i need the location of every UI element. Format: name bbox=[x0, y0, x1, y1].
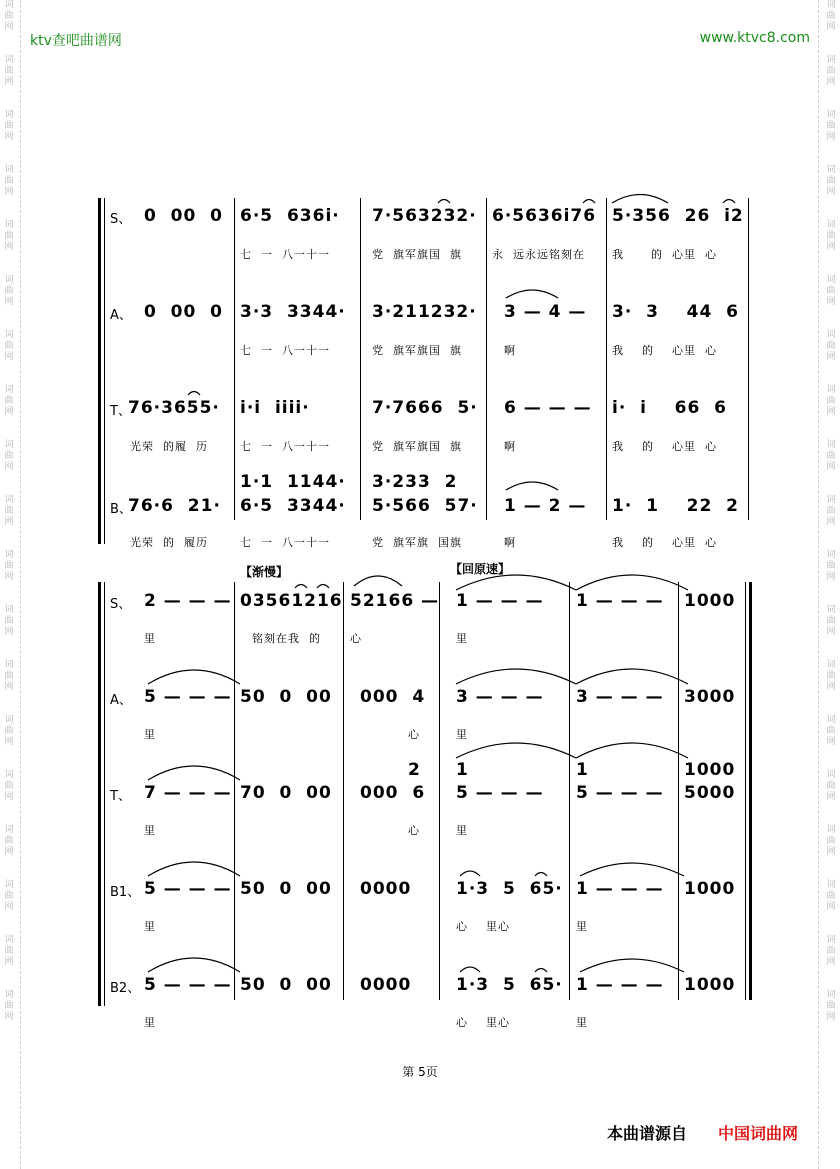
slur bbox=[148, 670, 240, 684]
slur bbox=[612, 195, 668, 204]
notes-alto-m8: 000 4 bbox=[360, 687, 426, 707]
lyrics-alto-m9: 里 bbox=[456, 728, 468, 741]
lyrics-bass-m2: 七 一 八一十一 bbox=[240, 536, 330, 549]
footer-source-site[interactable]: 中国词曲网 bbox=[718, 1124, 799, 1143]
slur bbox=[354, 576, 402, 586]
notes-tenor-m8: 000 6 bbox=[360, 783, 426, 803]
notes-alto-m7: 50 0 00 bbox=[240, 687, 332, 707]
notes-soprano-m6: 2 — — — bbox=[144, 591, 232, 611]
slur bbox=[576, 669, 688, 684]
notes-bass-m2: 6·5 3344· bbox=[240, 496, 346, 516]
part-label-tenor: T、 bbox=[110, 404, 131, 419]
notes-bass-upper-m2: 1·1 1144· bbox=[240, 472, 346, 492]
side-watermark-right: 词 曲 网 词 曲 网 词 曲 网 词 曲 网 词 曲 网 词 曲 网 词 曲 网 词 曲 网 词 曲 网 词 曲 网 词 曲 网 词 曲 网 词 曲 网 词 曲 网 词 曲 网 词 曲 网 词 曲 网 词 曲 网 词 曲 网 bbox=[826, 0, 836, 1022]
notes-soprano-m10: 1 — — — bbox=[576, 591, 664, 611]
part-label-tenor: T、 bbox=[110, 789, 131, 804]
lyrics-alto-m2: 七 一 八一十一 bbox=[240, 344, 330, 357]
notes-bass2-m8: 0000 bbox=[360, 975, 412, 995]
slur bbox=[456, 743, 576, 758]
lyrics-soprano-m4: 永 远永远铭刻在 bbox=[492, 248, 585, 261]
lyrics-soprano-m7: 铭刻在我 的 bbox=[252, 632, 321, 645]
notes-tenor-upper-m10: 1 bbox=[576, 760, 589, 780]
slur bbox=[576, 743, 688, 758]
part-label-bass2: B2、 bbox=[110, 981, 141, 996]
lyrics-alto-m6: 里 bbox=[144, 728, 156, 741]
lyrics-tenor-m1: 光荣 的履 历 bbox=[130, 440, 208, 453]
slur bbox=[723, 200, 735, 204]
slur bbox=[460, 967, 480, 972]
notes-soprano-m3: 7·563232· bbox=[372, 206, 477, 226]
part-label-soprano: S、 bbox=[110, 212, 132, 227]
slur bbox=[583, 200, 595, 204]
lyrics-bass-m3: 党 旗军旗 国旗 bbox=[372, 536, 462, 549]
slur bbox=[506, 482, 558, 490]
part-label-bass: B、 bbox=[110, 502, 132, 517]
notes-tenor-m7: 70 0 00 bbox=[240, 783, 332, 803]
lyrics-bass1-m9: 心 里心 bbox=[456, 920, 510, 933]
slur bbox=[438, 200, 450, 204]
lyrics-bass2-m10: 里 bbox=[576, 1016, 588, 1029]
notes-tenor-upper-m9: 1 bbox=[456, 760, 469, 780]
lyrics-bass1-m6: 里 bbox=[144, 920, 156, 933]
lyrics-bass-m5: 我 的 心里 心 bbox=[612, 536, 717, 549]
notes-soprano-m9: 1 — — — bbox=[456, 591, 544, 611]
notes-tenor-m2: i·i iiii· bbox=[240, 398, 310, 418]
lyrics-tenor-m8: 心 bbox=[408, 824, 420, 837]
notes-tenor-m5: i· i 66 6 bbox=[612, 398, 727, 418]
lyrics-bass2-m6: 里 bbox=[144, 1016, 156, 1029]
notes-bass2-m6: 5 — — — bbox=[144, 975, 232, 995]
lyrics-bass2-m9: 心 里心 bbox=[456, 1016, 510, 1029]
slur bbox=[576, 575, 688, 590]
notes-soprano-m8: 52166 — bbox=[350, 591, 440, 611]
slur bbox=[506, 290, 558, 298]
lyrics-bass-m4: 啊 bbox=[504, 536, 516, 549]
lyrics-tenor-m2: 七 一 八一十一 bbox=[240, 440, 330, 453]
lyrics-tenor-m3: 党 旗军旗国 旗 bbox=[372, 440, 462, 453]
lyrics-alto-m8: 心 bbox=[408, 728, 420, 741]
notes-bass2-m10: 1 — — — bbox=[576, 975, 664, 995]
lyrics-bass1-m10: 里 bbox=[576, 920, 588, 933]
header-site-url[interactable]: www.ktvc8.com bbox=[699, 30, 810, 46]
lyrics-soprano-m5: 我 的 心里 心 bbox=[612, 248, 717, 261]
lyrics-alto-m4: 啊 bbox=[504, 344, 516, 357]
notes-tenor-m10: 5 — — — bbox=[576, 783, 664, 803]
notes-tenor-m11: 5000 bbox=[684, 783, 736, 803]
lyrics-tenor-m9: 里 bbox=[456, 824, 468, 837]
notes-soprano-m4: 6·5636i76 bbox=[492, 206, 597, 226]
notes-bass1-m8: 0000 bbox=[360, 879, 412, 899]
slur bbox=[148, 958, 240, 972]
notes-bass1-m7: 50 0 00 bbox=[240, 879, 332, 899]
notes-alto-m4: 3 — 4 — bbox=[504, 302, 587, 322]
notes-alto-m2: 3·3 3344· bbox=[240, 302, 346, 322]
notes-alto-m11: 3000 bbox=[684, 687, 736, 707]
slur bbox=[148, 862, 240, 876]
notes-soprano-m1: 0 00 0 bbox=[144, 206, 223, 226]
lyrics-soprano-m8: 心 bbox=[350, 632, 362, 645]
part-label-soprano: S、 bbox=[110, 597, 132, 612]
lyrics-soprano-m3: 党 旗军旗国 旗 bbox=[372, 248, 462, 261]
slur bbox=[580, 863, 684, 876]
notes-alto-m5: 3· 3 44 6 bbox=[612, 302, 739, 322]
notes-tenor-upper-m8: 2 bbox=[408, 760, 421, 780]
side-watermark-left: 词 曲 网 词 曲 网 词 曲 网 词 曲 网 词 曲 网 词 曲 网 词 曲 网 词 曲 网 词 曲 网 词 曲 网 词 曲 网 词 曲 网 词 曲 网 词 曲 网 词 曲 网 词 曲 网 词 曲 网 词 曲 网 词 曲 网 bbox=[4, 0, 14, 1022]
notes-bass1-m11: 1000 bbox=[684, 879, 736, 899]
lyrics-alto-m3: 党 旗军旗国 旗 bbox=[372, 344, 462, 357]
notes-tenor-m4: 6 — — — bbox=[504, 398, 592, 418]
notes-alto-m6: 5 — — — bbox=[144, 687, 232, 707]
notes-tenor-m9: 5 — — — bbox=[456, 783, 544, 803]
notes-bass-m5: 1· 1 22 2 bbox=[612, 496, 739, 516]
lyrics-bass-m1: 光荣 的 履历 bbox=[130, 536, 208, 549]
notes-bass-m1: 76·6 21· bbox=[128, 496, 221, 516]
slur bbox=[580, 959, 684, 972]
notes-bass-m3: 5·566 57· bbox=[372, 496, 478, 516]
part-label-alto: A、 bbox=[110, 693, 132, 708]
lyrics-soprano-m6: 里 bbox=[144, 632, 156, 645]
notes-bass1-m6: 5 — — — bbox=[144, 879, 232, 899]
notes-bass-m4: 1 — 2 — bbox=[504, 496, 587, 516]
notes-soprano-m5: 5·356 26 i2 bbox=[612, 206, 744, 226]
notes-alto-m9: 3 — — — bbox=[456, 687, 544, 707]
notes-tenor-m3: 7·7666 5· bbox=[372, 398, 478, 418]
part-label-alto: A、 bbox=[110, 308, 132, 323]
notes-bass1-m9: 1·3 5 65· bbox=[456, 879, 563, 899]
notes-soprano-m2: 6·5 636i· bbox=[240, 206, 340, 226]
slur bbox=[295, 585, 307, 589]
notes-bass2-m11: 1000 bbox=[684, 975, 736, 995]
part-label-bass1: B1、 bbox=[110, 885, 141, 900]
lyrics-tenor-m4: 啊 bbox=[504, 440, 516, 453]
lyrics-tenor-m5: 我 的 心里 心 bbox=[612, 440, 717, 453]
notes-tenor-upper-m11: 1000 bbox=[684, 760, 736, 780]
notes-bass1-m10: 1 — — — bbox=[576, 879, 664, 899]
slur bbox=[535, 873, 547, 877]
notes-soprano-m7: 03561216 bbox=[240, 591, 343, 611]
tempo-mark-resume: 【回原速】 bbox=[450, 562, 511, 576]
notes-tenor-m1: 76·3655· bbox=[128, 398, 220, 418]
tempo-mark-slow: 【渐慢】 bbox=[240, 565, 289, 579]
slur bbox=[317, 585, 329, 589]
slur bbox=[460, 871, 480, 876]
slur bbox=[456, 575, 576, 590]
lyrics-tenor-m6: 里 bbox=[144, 824, 156, 837]
notes-alto-m10: 3 — — — bbox=[576, 687, 664, 707]
lyrics-alto-m5: 我 的 心里 心 bbox=[612, 344, 717, 357]
slur bbox=[188, 392, 200, 396]
lyrics-soprano-m2: 七 一 八一十一 bbox=[240, 248, 330, 261]
notes-bass2-m7: 50 0 00 bbox=[240, 975, 332, 995]
notes-bass-upper-m3: 3·233 2 bbox=[372, 472, 458, 492]
slur bbox=[456, 669, 576, 684]
slur bbox=[535, 969, 547, 973]
notes-alto-m1: 0 00 0 bbox=[144, 302, 223, 322]
lyrics-soprano-m9: 里 bbox=[456, 632, 468, 645]
header-site-name[interactable]: ktv查吧曲谱网 bbox=[30, 33, 122, 49]
notes-bass2-m9: 1·3 5 65· bbox=[456, 975, 563, 995]
notes-tenor-m6: 7 — — — bbox=[144, 783, 232, 803]
notes-soprano-m11: 1000 bbox=[684, 591, 736, 611]
page-number: 第 5页 bbox=[402, 1065, 438, 1079]
footer-source-label: 本曲谱源自 bbox=[607, 1124, 688, 1143]
slur bbox=[148, 766, 240, 780]
notes-alto-m3: 3·211232· bbox=[372, 302, 477, 322]
